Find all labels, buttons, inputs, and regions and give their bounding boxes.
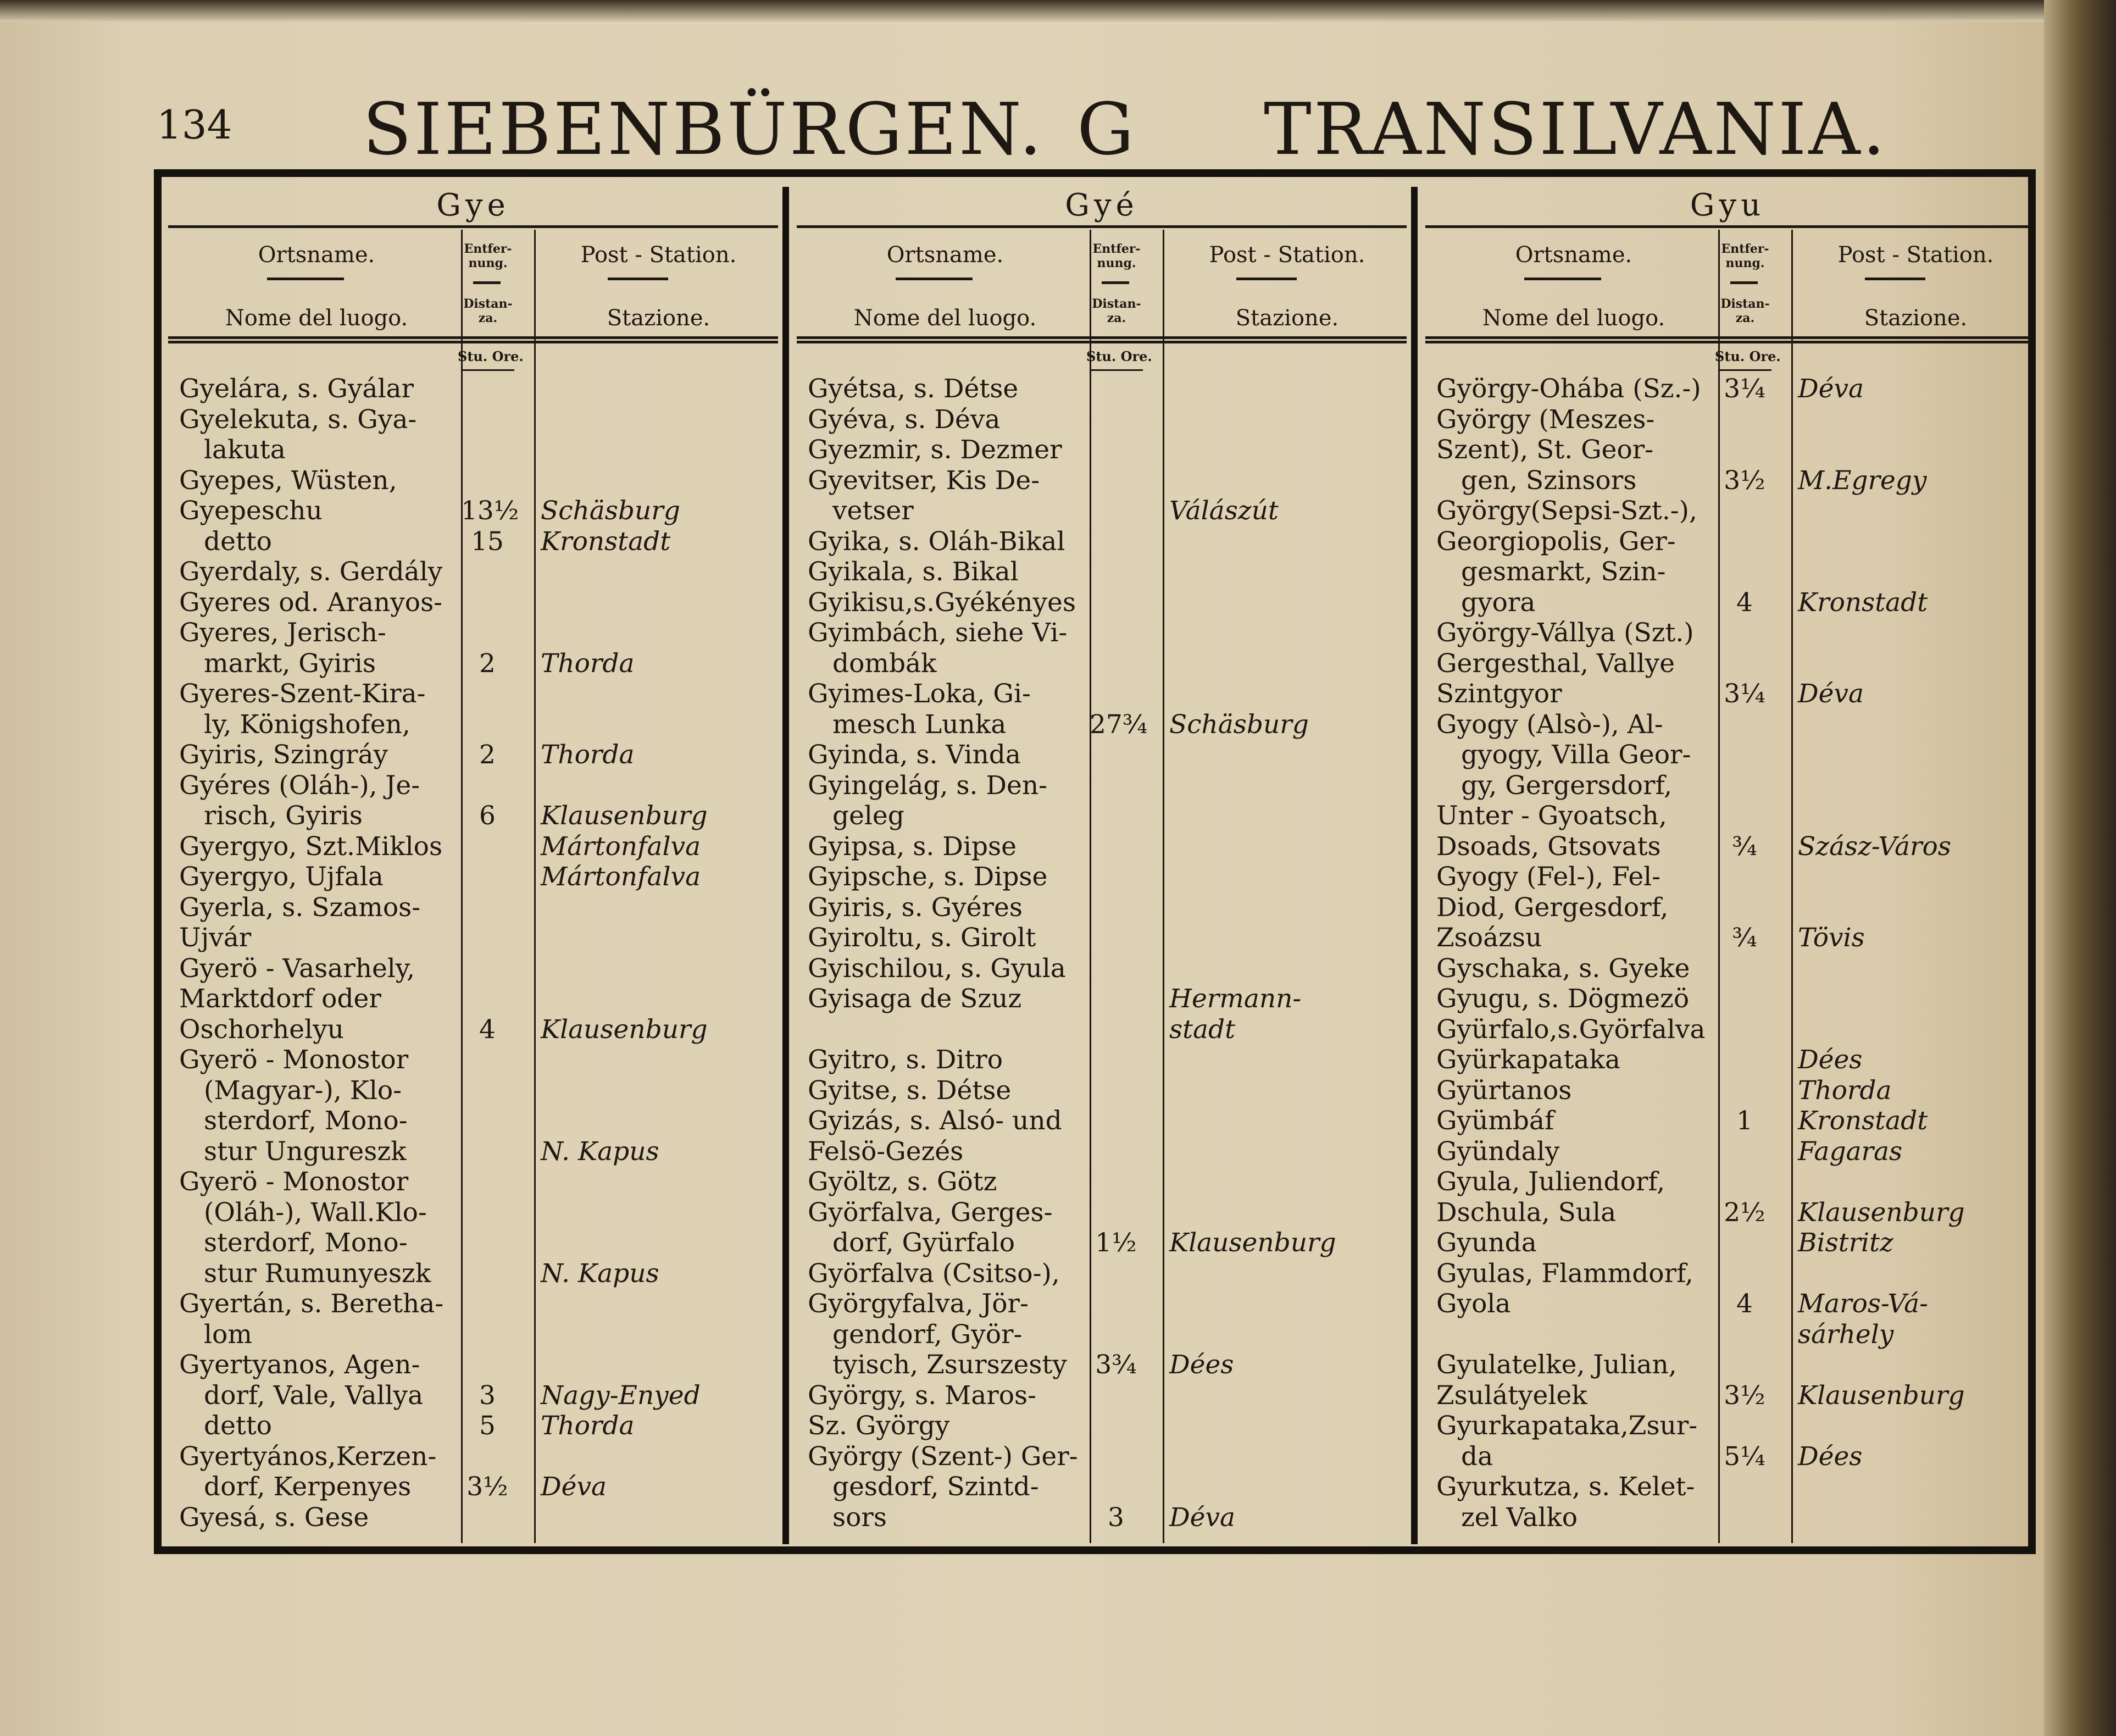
place-name: Gyergyo, Szt.Miklos — [179, 831, 443, 862]
post-station: Kronstadt — [541, 526, 671, 557]
column-rule — [1090, 230, 1091, 1543]
place-name: (Magyar-), Klo- — [204, 1075, 402, 1106]
post-station: Thorda — [541, 648, 635, 679]
place-name: dorf, Vale, Vallya — [204, 1380, 424, 1411]
column-rule — [461, 230, 463, 1543]
place-name: Gyschaka, s. Gyeke — [1436, 953, 1690, 984]
units-rule — [462, 369, 514, 371]
col-dist-de: Entfer-nung. — [1092, 242, 1141, 270]
distance: 2½ — [1724, 1197, 1765, 1228]
place-name: Gyeres-Szent-Kira- — [179, 679, 426, 709]
col-dist-de: Entfer-nung. — [464, 242, 512, 270]
col-dist-it: Distan-za. — [1092, 297, 1141, 325]
place-name: György-Ohába (Sz.-) — [1436, 374, 1701, 404]
place-name: Györfalva, Gerges- — [808, 1197, 1053, 1228]
place-name: Gyürkapataka — [1436, 1045, 1620, 1075]
place-name: geleg — [832, 801, 904, 831]
col-name-it: Nome del luogo. — [853, 306, 1037, 331]
distance: 5¼ — [1724, 1441, 1765, 1472]
place-name: Szent), St. Geor- — [1436, 435, 1654, 465]
place-name: Gyerö - Vasarhely, — [179, 953, 415, 984]
place-name: stur Ungureszk — [204, 1136, 407, 1167]
post-station: Déva — [541, 1472, 607, 1502]
distance: 3½ — [466, 1472, 508, 1502]
place-name: Gyerö - Monostor — [179, 1045, 409, 1075]
column-rule — [1718, 230, 1720, 1543]
place-name: Gyergyo, Ujfala — [179, 862, 384, 892]
place-name: Gyümbáf — [1436, 1106, 1554, 1136]
col-dist-de: Entfer-nung. — [1721, 242, 1769, 270]
section-divider — [782, 187, 789, 1544]
place-name: stur Rumunyeszk — [204, 1258, 431, 1289]
place-name: Gyizás, s. Alsó- und — [808, 1106, 1062, 1136]
post-station: Klausenburg — [1798, 1380, 1965, 1411]
distance: 27¾ — [1090, 709, 1148, 740]
col-post-de: Post - Station. — [1209, 242, 1365, 268]
place-name: gy, Gergersdorf, — [1461, 770, 1673, 801]
section-title-rule — [168, 225, 778, 228]
place-name: Gyürfalo,s.Györfalva — [1436, 1014, 1706, 1045]
col-name-dash — [896, 278, 973, 280]
post-station: N. Kapus — [541, 1258, 659, 1289]
book-gutter — [2044, 0, 2116, 1736]
place-name: Gyunda — [1436, 1228, 1537, 1258]
distance: 3½ — [1724, 1380, 1765, 1411]
place-name: Gyogy (Alsò-), Al- — [1436, 709, 1663, 740]
place-name: Gyesá, s. Gese — [179, 1502, 369, 1533]
post-station: Mártonfalva — [541, 831, 701, 862]
place-name: detto — [204, 526, 272, 557]
place-name: Zsulátyelek — [1436, 1380, 1587, 1411]
header-rule — [797, 336, 1407, 339]
col-post-de: Post - Station. — [1837, 242, 1994, 268]
place-name: Gyeres od. Aranyos- — [179, 587, 443, 618]
place-name: (Oláh-), Wall.Klo- — [204, 1197, 427, 1228]
place-name: Gyugu, s. Dögmezö — [1436, 984, 1690, 1014]
place-name: Gyisaga de Szuz — [808, 984, 1022, 1014]
distance: 3¼ — [1724, 374, 1765, 404]
place-name: Gyimes-Loka, Gi- — [808, 679, 1031, 709]
place-name: Gyerdaly, s. Gerdály — [179, 557, 443, 587]
place-name: lakuta — [204, 435, 286, 465]
place-name: sterdorf, Mono- — [204, 1106, 408, 1136]
place-name: Gyikisu,s.Gyékényes — [808, 587, 1076, 618]
distance: 3 — [1108, 1502, 1124, 1533]
place-name: Györfalva (Csitso-), — [808, 1258, 1060, 1289]
title-german: SIEBENBÜRGEN. — [363, 87, 1044, 171]
place-name: György(Sepsi-Szt.-), — [1436, 496, 1697, 526]
post-station: Déva — [1798, 679, 1864, 709]
col-units: Stu. Ore. — [1086, 348, 1152, 364]
place-name: Diod, Gergesdorf, — [1436, 892, 1669, 923]
post-station: M.Egregy — [1798, 465, 1927, 496]
place-name: Gyiris, s. Gyéres — [808, 892, 1023, 923]
place-name: Gyitse, s. Détse — [808, 1075, 1012, 1106]
place-name: Gyürtanos — [1436, 1075, 1572, 1106]
place-name: detto — [204, 1411, 272, 1441]
post-station: Kronstadt — [1798, 1106, 1928, 1136]
section-title: Gyé — [1065, 187, 1138, 223]
post-station: Szász-Város — [1798, 831, 1951, 862]
distance: 13½ — [461, 496, 519, 526]
post-station: Nagy-Enyed — [541, 1380, 701, 1411]
col-post-it: Stazione. — [1864, 306, 1968, 331]
section-divider — [1411, 187, 1418, 1544]
place-name: Szintgyor — [1436, 679, 1562, 709]
place-name: Gyiroltu, s. Girolt — [808, 923, 1036, 953]
col-units: Stu. Ore. — [458, 348, 524, 364]
place-name: zel Valko — [1461, 1502, 1578, 1533]
place-name: Gyertyános,Kerzen- — [179, 1441, 437, 1472]
place-name: Gyipsa, s. Dipse — [808, 831, 1017, 862]
post-station: Klausenburg — [1798, 1197, 1965, 1228]
place-name: Gyimbách, siehe Vi- — [808, 618, 1068, 648]
col-dist-it: Distan-za. — [1720, 297, 1770, 325]
distance: 6 — [479, 801, 496, 831]
col-name-it: Nome del luogo. — [1482, 306, 1665, 331]
place-name: Gyingelág, s. Den- — [808, 770, 1047, 801]
header-rule — [168, 336, 778, 339]
place-name: Gyulatelke, Julian, — [1436, 1350, 1677, 1380]
post-station: Déva — [1169, 1502, 1236, 1533]
post-station: Déva — [1798, 374, 1864, 404]
col-post-dash — [1236, 278, 1297, 280]
post-station: Thorda — [1798, 1075, 1892, 1106]
place-name: Gyerla, s. Szamos- — [179, 892, 421, 923]
section-title: Gye — [436, 187, 510, 223]
col-post-it: Stazione. — [607, 306, 710, 331]
distance: 4 — [1736, 1289, 1753, 1319]
place-name: gesdorf, Szintd- — [832, 1472, 1039, 1502]
post-station: Thorda — [541, 740, 635, 770]
col-name-dash — [1524, 278, 1601, 280]
place-name: dorf, Gyürfalo — [832, 1228, 1015, 1258]
distance: 4 — [479, 1014, 496, 1045]
column-rule — [534, 230, 536, 1543]
place-name: Felsö-Gezés — [808, 1136, 964, 1167]
distance: 3¾ — [1095, 1350, 1137, 1380]
place-name: Gyündaly — [1436, 1136, 1560, 1167]
col-post-dash — [1865, 278, 1925, 280]
place-name: Gyerö - Monostor — [179, 1167, 409, 1197]
distance: 2 — [479, 740, 496, 770]
col-name-de: Ortsname. — [1515, 242, 1632, 268]
page-top-edge — [0, 0, 2116, 22]
place-name: Gyétsa, s. Détse — [808, 374, 1019, 404]
place-name: Gyitro, s. Ditro — [808, 1045, 1003, 1075]
place-name: mesch Lunka — [832, 709, 1007, 740]
place-name: György (Szent-) Ger- — [808, 1441, 1078, 1472]
post-station: Maros-Vá- — [1798, 1289, 1929, 1319]
place-name: Gyevitser, Kis De- — [808, 465, 1040, 496]
post-station: Válászút — [1169, 496, 1279, 526]
place-name: dombák — [832, 648, 937, 679]
place-name: gyora — [1461, 587, 1536, 618]
post-station: Tövis — [1798, 923, 1865, 953]
place-name: Gyertán, s. Beretha- — [179, 1289, 444, 1319]
distance: 3 — [479, 1380, 496, 1411]
place-name: Gyeres, Jerisch- — [179, 618, 386, 648]
col-dist-it: Distan-za. — [463, 297, 513, 325]
post-station: N. Kapus — [541, 1136, 659, 1167]
distance: 1½ — [1095, 1228, 1137, 1258]
place-name: Gyéva, s. Déva — [808, 404, 1001, 435]
place-name: Oschorhelyu — [179, 1014, 344, 1045]
place-name: Gyogy (Fel-), Fel- — [1436, 862, 1661, 892]
place-name: Gyepes, Wüsten, — [179, 465, 397, 496]
post-station: Kronstadt — [1798, 587, 1928, 618]
place-name: gen, Szinsors — [1461, 465, 1637, 496]
place-name: Ujvár — [179, 923, 252, 953]
place-name: Gyelára, s. Gyálar — [179, 374, 414, 404]
units-rule — [1719, 369, 1771, 371]
place-name: Gyikala, s. Bikal — [808, 557, 1019, 587]
post-station: Klausenburg — [1169, 1228, 1336, 1258]
column-rule — [1791, 230, 1793, 1543]
distance: 15 — [471, 526, 504, 557]
post-station: Dées — [1169, 1350, 1234, 1380]
units-rule — [1091, 369, 1143, 371]
distance: ¾ — [1732, 923, 1757, 953]
place-name: Gergesthal, Vallye — [1436, 648, 1675, 679]
header-rule — [168, 341, 778, 343]
place-name: sterdorf, Mono- — [204, 1228, 408, 1258]
place-name: Dsoads, Gtsovats — [1436, 831, 1661, 862]
place-name: Gyöltz, s. Götz — [808, 1167, 997, 1197]
place-name: Gyola — [1436, 1289, 1511, 1319]
section-title-rule — [797, 225, 1407, 228]
place-name: vetser — [832, 496, 914, 526]
distance: ¾ — [1732, 831, 1757, 862]
place-name: György-Vállya (Szt.) — [1436, 618, 1694, 648]
col-post-it: Stazione. — [1235, 306, 1339, 331]
place-name: da — [1461, 1441, 1493, 1472]
place-name: György, s. Maros- — [808, 1380, 1037, 1411]
col-dist-dash — [1730, 281, 1758, 284]
place-name: Unter - Gyoatsch, — [1436, 801, 1667, 831]
post-station: Klausenburg — [541, 1014, 708, 1045]
col-name-it: Nome del luogo. — [225, 306, 408, 331]
column-rule — [1163, 230, 1164, 1543]
post-station: Bistritz — [1798, 1228, 1893, 1258]
place-name: Sz. György — [808, 1411, 950, 1441]
header-rule — [797, 341, 1407, 343]
section-title: Gyu — [1690, 187, 1765, 223]
post-station: Schäsburg — [541, 496, 680, 526]
post-station: Dées — [1798, 1045, 1863, 1075]
col-name-dash — [267, 278, 344, 280]
place-name: lom — [204, 1319, 252, 1350]
place-name: tyisch, Zsurszesty — [832, 1350, 1067, 1380]
distance: 3½ — [1724, 465, 1765, 496]
place-name: Gyéres (Oláh-), Je- — [179, 770, 420, 801]
place-name: Marktdorf oder — [179, 984, 381, 1014]
place-name: gesmarkt, Szin- — [1461, 557, 1666, 587]
post-station: sárhely — [1798, 1319, 1894, 1350]
header-rule — [1425, 336, 2030, 339]
place-name: Gyula, Juliendorf, — [1436, 1167, 1665, 1197]
place-name: Gyiris, Szingráy — [179, 740, 388, 770]
col-name-de: Ortsname. — [258, 242, 375, 268]
section-title-rule — [1425, 225, 2030, 228]
col-units: Stu. Ore. — [1715, 348, 1781, 364]
place-name: Gyinda, s. Vinda — [808, 740, 1021, 770]
col-post-dash — [608, 278, 668, 280]
post-station: Klausenburg — [541, 801, 708, 831]
place-name: dorf, Kerpenyes — [204, 1472, 412, 1502]
post-station: Thorda — [541, 1411, 635, 1441]
post-station: Fagaras — [1798, 1136, 1903, 1167]
post-station: Schäsburg — [1169, 709, 1309, 740]
header-rule — [1425, 341, 2030, 343]
place-name: Gyipsche, s. Dipse — [808, 862, 1048, 892]
place-name: markt, Gyiris — [204, 648, 376, 679]
place-name: Gyika, s. Oláh-Bikal — [808, 526, 1065, 557]
place-name: Gyischilou, s. Gyula — [808, 953, 1066, 984]
section-letter: G — [1077, 87, 1136, 171]
place-name: ly, Königshofen, — [204, 709, 410, 740]
distance: 2 — [479, 648, 496, 679]
post-station: Dées — [1798, 1441, 1863, 1472]
place-name: Gyepeschu — [179, 496, 323, 526]
post-station: Hermann- — [1169, 984, 1302, 1014]
title-italian: TRANSILVANIA. — [1264, 87, 1887, 171]
place-name: Gyertyanos, Agen- — [179, 1350, 420, 1380]
distance: 1 — [1736, 1106, 1753, 1136]
place-name: Gyurkutza, s. Kelet- — [1436, 1472, 1695, 1502]
place-name: risch, Gyiris — [204, 801, 363, 831]
place-name: Dschula, Sula — [1436, 1197, 1617, 1228]
page-number: 134 — [157, 102, 232, 148]
distance: 4 — [1736, 587, 1753, 618]
place-name: Gyelekuta, s. Gya- — [179, 404, 417, 435]
col-post-de: Post - Station. — [580, 242, 737, 268]
post-station: Mártonfalva — [541, 862, 701, 892]
place-name: György (Meszes- — [1436, 404, 1655, 435]
place-name: gendorf, Györ- — [832, 1319, 1023, 1350]
col-dist-dash — [473, 281, 501, 284]
place-name: Györgyfalva, Jör- — [808, 1289, 1029, 1319]
place-name: Georgiopolis, Ger- — [1436, 526, 1676, 557]
place-name: Zsoázsu — [1436, 923, 1542, 953]
col-dist-dash — [1102, 281, 1129, 284]
place-name: Gyurkapataka,Zsur- — [1436, 1411, 1698, 1441]
col-name-de: Ortsname. — [886, 242, 1004, 268]
place-name: gyogy, Villa Geor- — [1461, 740, 1691, 770]
distance: 5 — [479, 1411, 496, 1441]
distance: 3¼ — [1724, 679, 1765, 709]
post-station: stadt — [1169, 1014, 1236, 1045]
place-name: sors — [832, 1502, 887, 1533]
place-name: Gyulas, Flammdorf, — [1436, 1258, 1693, 1289]
place-name: Gyezmir, s. Dezmer — [808, 435, 1062, 465]
